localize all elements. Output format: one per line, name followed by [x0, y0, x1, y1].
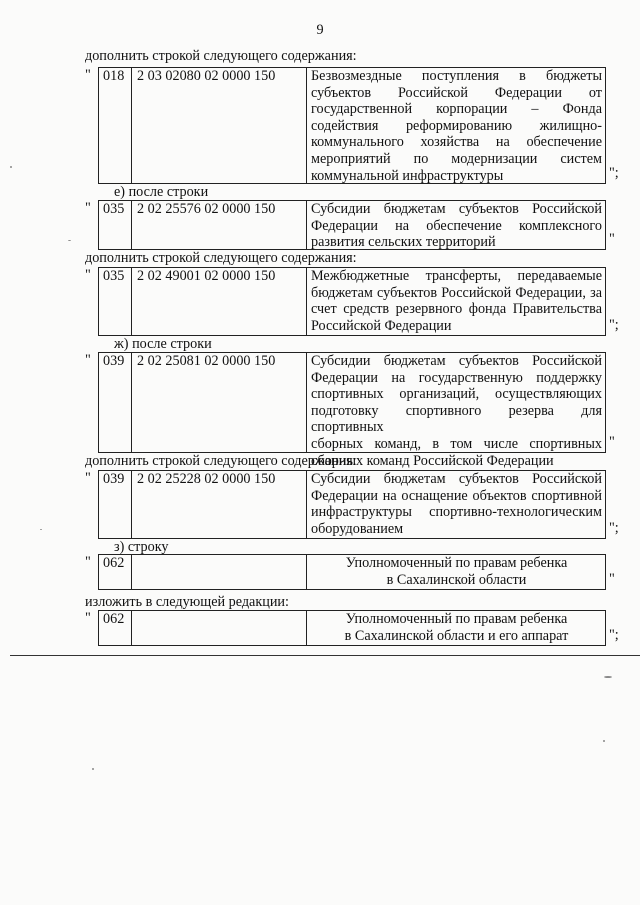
description-line: подготовку спортивного резерва для спортивных — [311, 402, 602, 436]
scan-speck — [603, 740, 605, 742]
income-description — [307, 268, 607, 335]
income-description — [307, 555, 607, 589]
description-line: Российской Федерации — [311, 317, 452, 334]
budget-code — [132, 555, 307, 589]
amendment-text: е) после строки — [114, 184, 209, 200]
closing-quote: " — [609, 571, 615, 588]
budget-row — [85, 67, 640, 184]
description-line: сборных команд Российской Федерации — [311, 452, 554, 469]
admin-code: 035 — [99, 201, 132, 249]
admin-code: 039 — [99, 471, 132, 538]
scan-speck — [10, 166, 12, 168]
closing-quote: "; — [609, 317, 619, 334]
scan-speck — [68, 240, 71, 241]
open-quote: " — [85, 470, 91, 486]
admin-code: 018 — [99, 68, 132, 183]
open-quote: " — [85, 352, 91, 368]
description-line: Федерации на оснащение объектов спортивной — [311, 487, 602, 504]
budget-table — [98, 470, 606, 539]
budget-code: 2 02 49001 02 0000 150 — [132, 268, 307, 335]
closing-quote: "; — [609, 520, 619, 537]
description-line: оборудованием — [311, 520, 404, 537]
budget-row — [85, 554, 640, 590]
open-quote: " — [85, 67, 91, 83]
description-line: Федерации на обеспечение комплексного — [311, 217, 602, 234]
description-line: Субсидии бюджетам субъектов Российской — [311, 471, 602, 487]
budget-row — [85, 470, 640, 539]
description-line: Уполномоченный по правам ребенка — [345, 611, 568, 627]
description-line: сборных команд, в том числе спортивных — [311, 435, 602, 452]
description-line: в Сахалинской области и его аппарат — [344, 627, 569, 644]
amendment-text: дополнить строкой следующего содержания: — [85, 453, 357, 469]
income-description — [307, 611, 607, 645]
description-line: Субсидии бюджетам субъектов Российской — [311, 201, 602, 217]
amendment-text: ж) после строки — [114, 336, 212, 352]
admin-code: 035 — [99, 268, 132, 335]
description-line: развития сельских территорий — [311, 234, 496, 251]
closing-quote: " — [609, 231, 615, 248]
admin-code: 062 — [99, 611, 132, 645]
description-line: Федерации на государственную поддержку — [311, 369, 602, 386]
description-line: Межбюджетные трансферты, передаваемые — [311, 268, 602, 284]
description-line: субъектов Российской Федерации от — [311, 84, 602, 101]
budget-table — [98, 67, 606, 184]
budget-row — [85, 267, 640, 336]
budget-code — [132, 611, 307, 645]
budget-table — [98, 610, 606, 646]
description-line: счет средств резервного фонда Правительства — [311, 301, 602, 318]
scan-speck — [40, 529, 42, 530]
budget-row — [85, 610, 640, 646]
budget-table — [98, 200, 606, 250]
closing-quote: "; — [609, 165, 619, 182]
description-line: инфраструктуры спортивно-технологическим — [311, 504, 602, 521]
open-quote: " — [85, 610, 91, 626]
budget-code: 2 02 25576 02 0000 150 — [132, 201, 307, 249]
section-divider — [10, 655, 640, 656]
description-line: коммунального хозяйства на обеспечение — [311, 134, 602, 151]
description-line: коммунальной инфраструктуры — [311, 167, 504, 184]
description-line: Безвозмездные поступления в бюджеты — [311, 68, 602, 84]
amendment-text: дополнить строкой следующего содержания: — [85, 48, 357, 64]
description-line: мероприятий по модернизации систем — [311, 150, 602, 167]
admin-code: 062 — [99, 555, 132, 589]
open-quote: " — [85, 267, 91, 283]
budget-code: 2 02 25228 02 0000 150 — [132, 471, 307, 538]
income-description — [307, 471, 607, 538]
closing-quote: " — [609, 434, 615, 451]
open-quote: " — [85, 200, 91, 216]
budget-row — [85, 200, 640, 250]
open-quote: " — [85, 554, 91, 570]
description-line: Субсидии бюджетам субъектов Российской — [311, 353, 602, 369]
description-line: Уполномоченный по правам ребенка — [345, 555, 568, 571]
description-line: в Сахалинской области — [386, 571, 527, 588]
budget-code: 2 02 25081 02 0000 150 — [132, 353, 307, 452]
closing-quote: "; — [609, 627, 619, 644]
budget-code: 2 03 02080 02 0000 150 — [132, 68, 307, 183]
description-line: бюджетам субъектов Российской Федерации, за — [311, 284, 602, 301]
scan-speck — [92, 768, 94, 770]
amendment-text: дополнить строкой следующего содержания: — [85, 250, 357, 266]
scan-speck — [604, 676, 612, 678]
budget-table — [98, 267, 606, 336]
description-line: спортивных организаций, осуществляющих — [311, 386, 602, 403]
budget-table — [98, 554, 606, 590]
income-description — [307, 201, 607, 249]
income-description — [307, 68, 607, 183]
admin-code: 039 — [99, 353, 132, 452]
amendment-text: изложить в следующей редакции: — [85, 594, 289, 610]
amendment-text: з) строку — [114, 539, 169, 555]
description-line: государственной корпорации – Фонда — [311, 101, 602, 118]
description-line: содействия реформированию жилищно- — [311, 117, 602, 134]
page-number: 9 — [316, 22, 324, 38]
income-description — [307, 353, 607, 469]
